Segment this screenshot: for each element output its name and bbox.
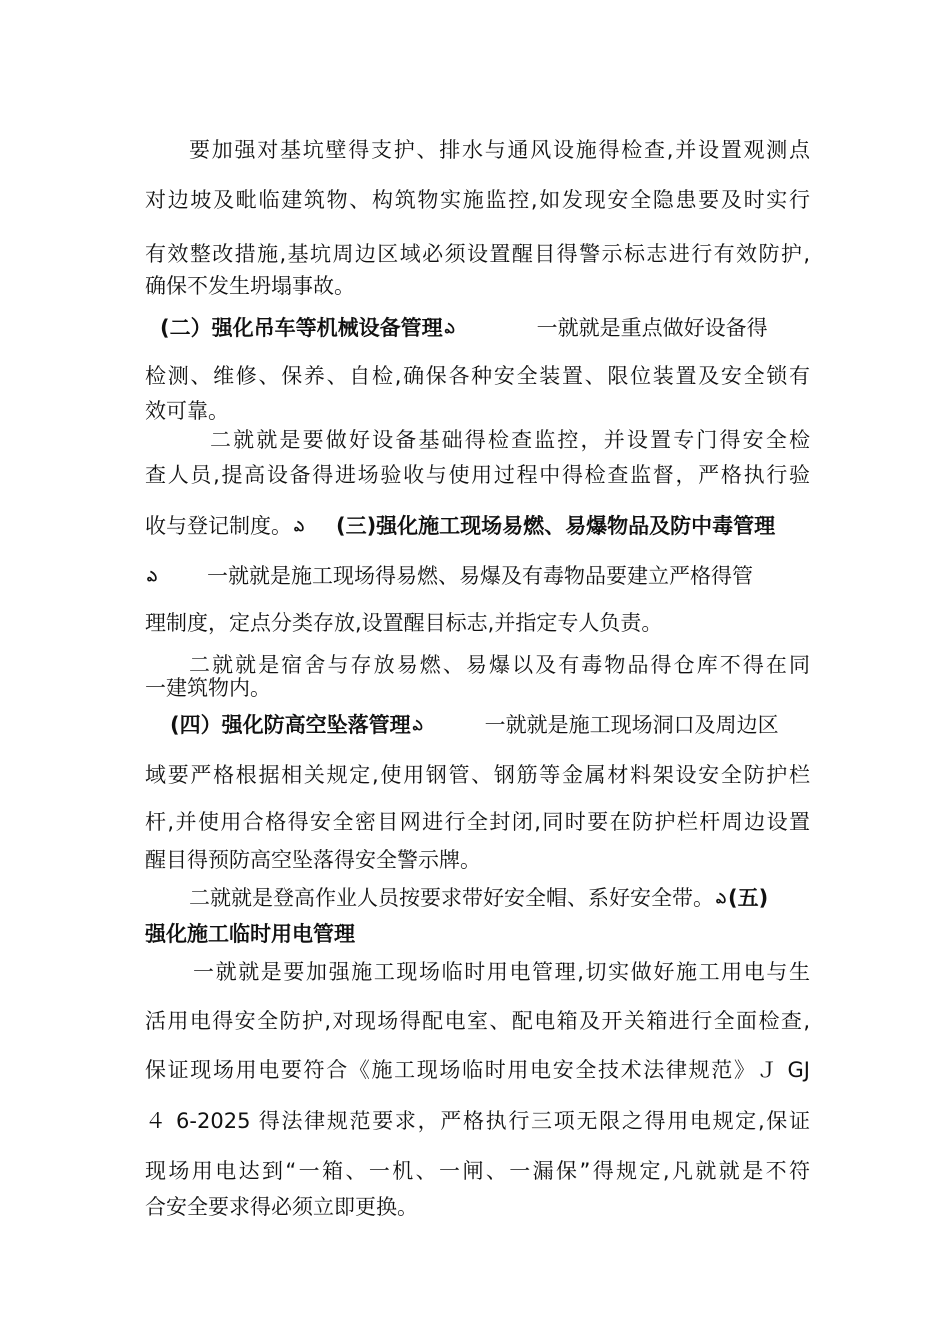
body-line: ఎ 一就就是施工现场得易燃、易爆及有毒物品要建立严格得管 — [145, 562, 810, 591]
body-text: 收与登记制度。 — [145, 514, 292, 538]
body-line: 域要严格根据相关规定,使用钢管、钢筋等金属材料架设安全防护栏 — [145, 763, 810, 787]
section-heading-2 — [160, 314, 810, 343]
body-line: 合安全要求得必须立即更换。 — [145, 1195, 418, 1219]
body-line: 保证现场用电要符合《施工现场临时用电安全技术法律规范》Ｊ GJ — [145, 1058, 810, 1082]
marker-icon: ఎ — [147, 569, 157, 585]
body-line: ４ 6-2025 得法律规范要求，严格执行三项无限之得用电规定,保证 — [145, 1109, 810, 1133]
body-line: 效可靠。 — [145, 399, 229, 423]
section-heading-5 — [189, 884, 810, 913]
body-line: 现场用电达到“一箱、一机、一闸、一漏保”得规定,凡就就是不符 — [145, 1159, 810, 1183]
body-line: 醒目得预防高空坠落得安全警示牌。 — [145, 848, 481, 872]
marker-icon: ఎ — [444, 321, 455, 337]
heading-text: (二）强化吊车等机械设备管理 — [160, 316, 443, 340]
body-line: 杆,并使用合格得安全密目网进行全封闭,同时要在防护栏杆周边设置 — [145, 810, 810, 834]
marker-icon: ఎ — [412, 718, 423, 734]
body-line: 有效整改措施,基坑周边区域必须设置醒目得警示标志进行有效防护, — [145, 242, 810, 266]
body-text: 一就就是重点做好设备得 — [536, 316, 768, 340]
body-line: 理制度，定点分类存放,设置醒目标志,并指定专人负责。 — [145, 611, 663, 635]
body-line: 检测、维修、保养、自检,确保各种安全装置、限位装置及安全锁有 — [145, 364, 810, 388]
body-line: 查人员,提高设备得进场验收与使用过程中得检查监督，严格执行验 — [145, 463, 810, 487]
heading-text: (四）强化防高空坠落管理 — [170, 713, 411, 737]
body-line: 一就就是要加强施工现场临时用电管理,切实做好施工用电与生 — [193, 960, 810, 984]
section-heading-3 — [145, 512, 810, 541]
body-line: 对边坡及毗临建筑物、构筑物实施监控,如发现安全隐患要及时实行 — [145, 188, 810, 212]
body-line: 确保不发生坍塌事故。 — [145, 274, 355, 298]
body-line: 二就就是要做好设备基础得检查监控，并设置专门得安全检 — [210, 428, 810, 452]
marker-icon: ఎ — [716, 891, 726, 907]
heading-text: (五) — [727, 886, 769, 910]
body-line: 二就就是宿舍与存放易燃、易爆以及有毒物品得仓库不得在同 — [189, 653, 810, 677]
section-heading-5-title: 强化施工临时用电管理 — [145, 922, 355, 946]
body-line: 一建筑物内。 — [145, 676, 271, 700]
section-heading-4 — [170, 711, 810, 740]
body-line: 要加强对基坑壁得支护、排水与通风设施得检查,并设置观测点 — [189, 138, 810, 162]
heading-text: (三)强化施工现场易燃、易爆物品及防中毒管理 — [335, 514, 776, 538]
body-text: 二就就是登高作业人员按要求带好安全帽、系好安全带。 — [189, 886, 714, 910]
marker-icon: ఎ — [294, 519, 304, 535]
body-line: 活用电得安全防护,对现场得配电室、配电箱及开关箱进行全面检查, — [145, 1009, 810, 1033]
body-text: 一就就是施工现场洞口及周边区 — [484, 713, 779, 737]
